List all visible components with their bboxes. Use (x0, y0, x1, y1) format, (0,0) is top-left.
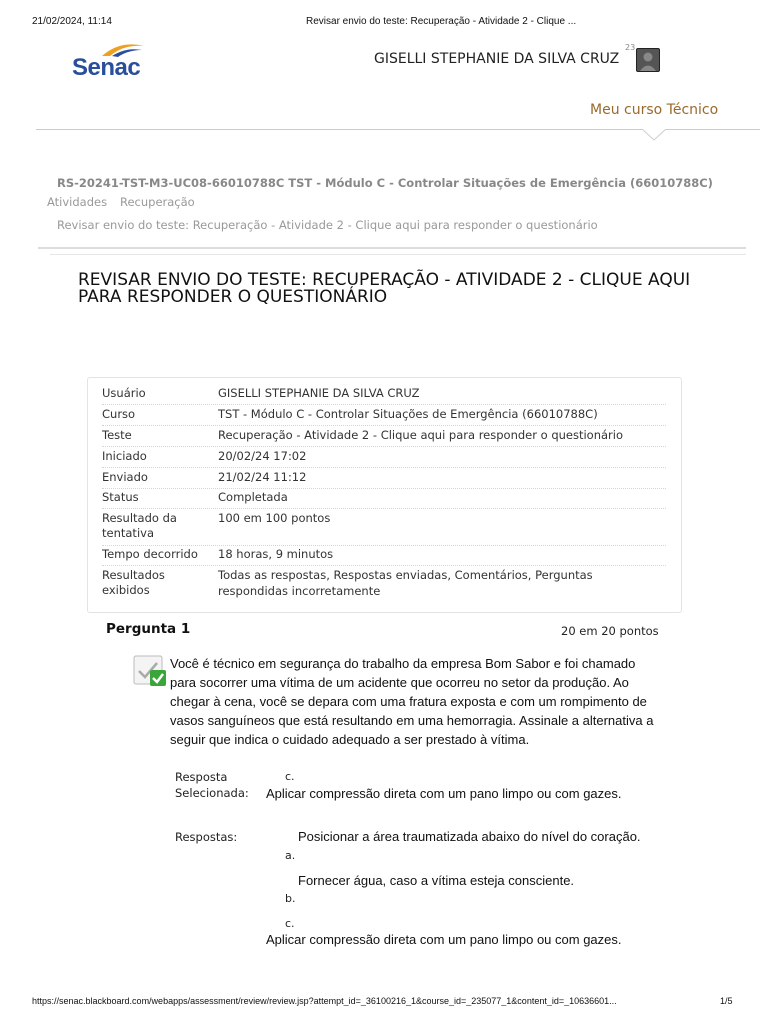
my-course-link[interactable]: Meu curso Técnico (590, 102, 719, 118)
answer-option-letter: a. (285, 849, 296, 862)
page-title-line1: REVISAR ENVIO DO TESTE: RECUPERAÇÃO - ATIVIDADE 2 - CLIQUE AQUI (78, 270, 691, 290)
page-title-line2: PARA RESPONDER O QUESTIONÁRIO (78, 287, 388, 307)
info-row-elapsed (102, 545, 666, 566)
breadcrumb-activities[interactable]: Atividades (47, 195, 108, 209)
info-label: Tempo decorrido (102, 547, 198, 561)
question-points: 20 em 20 pontos (561, 624, 659, 638)
answer-option-text: Posicionar a área traumatizada abaixo do nível do coração. (298, 829, 641, 844)
submission-info-box (87, 377, 682, 613)
info-label: Resultado da tentativa (102, 511, 177, 540)
info-value: 100 em 100 pontos (218, 511, 331, 525)
info-value: Recuperação - Atividade 2 - Clique aqui para responder o questionário (218, 428, 624, 442)
selected-answer-text: Aplicar compressão direta com um pano limpo ou com gazes. (266, 786, 622, 801)
breadcrumb-course[interactable]: RS-20241-TST-M3-UC08-66010788C TST - Módulo C - Controlar Situações de Emergência (66010788C) (57, 176, 713, 190)
caret-down-icon (642, 129, 666, 141)
print-datetime: 21/02/2024, 11:14 (32, 16, 112, 27)
info-label: Status (102, 490, 139, 504)
correct-answer-icon (133, 655, 167, 687)
info-row-result (102, 509, 666, 546)
info-row-course (102, 405, 666, 426)
info-row-started (102, 447, 666, 468)
info-row-status (102, 488, 666, 509)
info-value: Todas as respostas, Respostas enviadas, Comentários, Perguntas respondidas incorretamente (218, 568, 593, 598)
info-value: Completada (218, 490, 288, 504)
info-value: TST - Módulo C - Controlar Situações de Emergência (66010788C) (218, 407, 598, 421)
user-avatar-icon (637, 49, 659, 71)
info-value: 21/02/24 11:12 (218, 470, 307, 484)
info-row-submitted (102, 468, 666, 489)
breadcrumb-divider (38, 247, 746, 249)
page-title (78, 272, 718, 306)
info-row-test (102, 426, 666, 447)
user-name[interactable]: GISELLI STEPHANIE DA SILVA CRUZ (374, 51, 620, 67)
info-label: Curso (102, 407, 136, 421)
senac-logo[interactable] (72, 38, 154, 84)
answer-option-letter: c. (285, 917, 295, 930)
print-url: https://senac.blackboard.com/webapps/assessment/review/review.jsp?attempt_id=_36100216_1&course_id=_235077_1&content_id=_10636601... (32, 996, 617, 1006)
selected-answer-label: Resposta Selecionada: (175, 770, 249, 800)
answer-option-letter: b. (285, 892, 296, 905)
info-value: 20/02/24 17:02 (218, 449, 307, 463)
info-label: Usuário (102, 386, 146, 400)
info-label: Resultados exibidos (102, 568, 165, 597)
info-row-displayed-results (102, 566, 666, 604)
print-page-number: 1/5 (720, 996, 733, 1006)
logo-text: Senac (72, 54, 141, 81)
answers-label: Respostas: (175, 830, 238, 844)
answer-option-text: Fornecer água, caso a vítima esteja consciente. (298, 873, 575, 888)
question-text: Você é técnico em segurança do trabalho da empresa Bom Sabor e foi chamado para socorrer uma vítima de um acidente que ocorreu no setor da produção. Ao chegar à cena, você se depara com uma fratura exposta e com um rompimento de vasos sanguíneos que está resultando em uma hemorragia. Assinale a alternativa a seguir que indica o cuidado adequado a ser prestado à vítima. (170, 656, 654, 747)
info-row-user (102, 384, 666, 405)
breadcrumb-current: Revisar envio do teste: Recuperação - Atividade 2 - Clique aqui para responder o questionário (57, 218, 598, 232)
print-page-title: Revisar envio do teste: Recuperação - Atividade 2 - Clique ... (306, 16, 577, 27)
info-label: Teste (102, 428, 132, 442)
info-value: GISELLI STEPHANIE DA SILVA CRUZ (218, 386, 420, 400)
content-top-border (50, 254, 746, 255)
selected-answer-letter: c. (285, 770, 295, 783)
breadcrumb-recovery[interactable]: Recuperação (120, 195, 195, 209)
info-value: 18 horas, 9 minutos (218, 547, 334, 561)
question-title: Pergunta 1 (106, 621, 191, 637)
info-label: Iniciado (102, 449, 147, 463)
avatar[interactable] (636, 48, 660, 72)
info-label: Enviado (102, 470, 148, 484)
answer-option-text: Aplicar compressão direta com um pano limpo ou com gazes. (266, 932, 622, 947)
notification-badge[interactable]: 23 (625, 43, 636, 52)
